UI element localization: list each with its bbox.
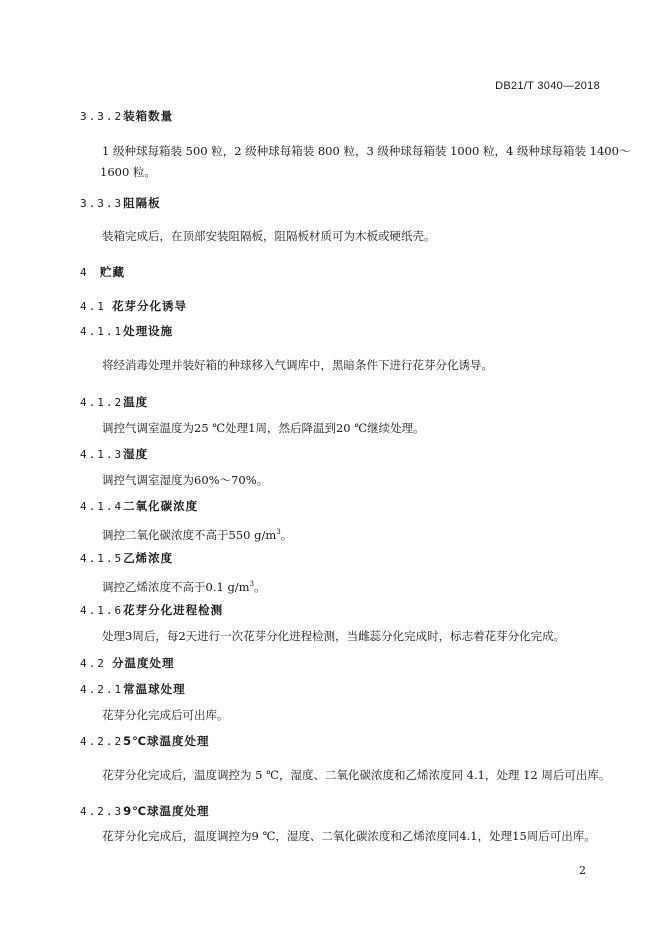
section-heading-4-1-4 bbox=[80, 498, 198, 514]
paragraph bbox=[102, 574, 602, 598]
section-heading-4-1-2 bbox=[80, 394, 148, 410]
section-title: 温度 bbox=[123, 395, 149, 409]
section-heading-3-3-2 bbox=[80, 108, 173, 124]
section-heading-3-3-3 bbox=[80, 195, 161, 211]
section-number: 4.1.2 bbox=[80, 395, 124, 409]
standard-code: DB21/T 3040—2018 bbox=[495, 80, 600, 92]
section-title: 装箱数量 bbox=[123, 109, 174, 123]
section-number: 4.1.1 bbox=[80, 324, 124, 338]
section-title: 花芽分化进程检测 bbox=[123, 603, 224, 617]
section-number: 3.3.3 bbox=[80, 196, 124, 210]
section-number: 4.1.4 bbox=[80, 499, 124, 513]
paragraph: 花芽分化完成后可出库。 bbox=[102, 708, 229, 722]
section-title: 阻隔板 bbox=[123, 196, 161, 210]
section-title: 乙烯浓度 bbox=[123, 551, 174, 565]
paragraph bbox=[100, 141, 631, 183]
section-number: 4.2.3 bbox=[80, 804, 124, 818]
paragraph-text: 。 bbox=[254, 579, 266, 594]
paragraph: 花芽分化完成后，温度调控为 5 ℃，湿度、二氧化碳浓度和乙烯浓度同 4.1，处理 12 周后可出库。 bbox=[102, 768, 611, 782]
section-heading-4-1-6 bbox=[80, 602, 223, 618]
section-heading-4-1-3 bbox=[80, 446, 148, 462]
superscript: 3 bbox=[249, 580, 255, 588]
section-number: 4.1.6 bbox=[80, 603, 124, 617]
paragraph: 花芽分化完成后，温度调控为9 ℃，湿度、二氧化碳浓度和乙烯浓度同4.1，处理15周后可出库。 bbox=[102, 829, 596, 843]
section-number: 4 bbox=[80, 265, 89, 279]
section-heading-4-2-2 bbox=[80, 733, 210, 749]
section-number: 4.1.5 bbox=[80, 551, 124, 565]
section-number: 3.3.2 bbox=[80, 109, 124, 123]
section-heading-4-2-1 bbox=[80, 681, 186, 697]
paragraph-line: 1600 粒。 bbox=[100, 165, 156, 179]
section-number: 4.2.1 bbox=[80, 682, 124, 696]
section-number: 4.1 bbox=[80, 299, 106, 313]
section-number: 4.2 bbox=[80, 656, 106, 670]
section-heading-4-1 bbox=[80, 298, 187, 314]
section-heading-4-1-5 bbox=[80, 550, 173, 566]
paragraph: 装箱完成后，在顶部安装阻隔板，阻隔板材质可为木板或硬纸壳。 bbox=[102, 229, 436, 243]
paragraph bbox=[102, 522, 602, 546]
section-heading-4-2 bbox=[80, 655, 175, 671]
paragraph-text: 调控乙烯浓度不高于0.1 g/m bbox=[102, 579, 250, 594]
section-title: 贮藏 bbox=[100, 265, 125, 279]
paragraph-text: 调控二氧化碳浓度不高于550 g/m bbox=[102, 527, 277, 542]
paragraph: 调控气调室温度为25 ℃处理1周，然后降温到20 ℃继续处理。 bbox=[102, 421, 425, 435]
paragraph-text: 。 bbox=[280, 527, 293, 542]
section-title: 花芽分化诱导 bbox=[112, 299, 187, 313]
section-number: 4.1.3 bbox=[80, 447, 124, 461]
section-heading-4-1-1 bbox=[80, 323, 173, 339]
section-title: 二氧化碳浓度 bbox=[123, 499, 199, 513]
section-title: 5℃球温度处理 bbox=[123, 734, 210, 748]
section-title: 常温球处理 bbox=[123, 682, 186, 696]
section-heading-4 bbox=[80, 264, 125, 280]
section-number: 4.2.2 bbox=[80, 734, 124, 748]
paragraph: 调控气调室湿度为60%～70%。 bbox=[102, 473, 269, 487]
page-number: 2 bbox=[579, 864, 586, 877]
paragraph: 将经消毒处理并装好箱的种球移入气调库中，黑暗条件下进行花芽分化诱导。 bbox=[102, 358, 493, 372]
section-title: 处理设施 bbox=[123, 324, 174, 338]
paragraph: 处理3周后，每2天进行一次花芽分化进程检测，当雌蕊分化完成时，标志着花芽分化完成。 bbox=[102, 629, 566, 643]
section-title: 9℃球温度处理 bbox=[123, 804, 210, 818]
section-title: 分温度处理 bbox=[112, 656, 175, 670]
paragraph-line: 1 级种球每箱装 500 粒，2 级种球每箱装 800 粒，3 级种球每箱装 1000 粒，4 级种球每箱装 1400～ bbox=[102, 144, 631, 158]
superscript: 3 bbox=[276, 528, 281, 536]
section-title: 湿度 bbox=[123, 447, 149, 461]
section-heading-4-2-3 bbox=[80, 803, 210, 819]
